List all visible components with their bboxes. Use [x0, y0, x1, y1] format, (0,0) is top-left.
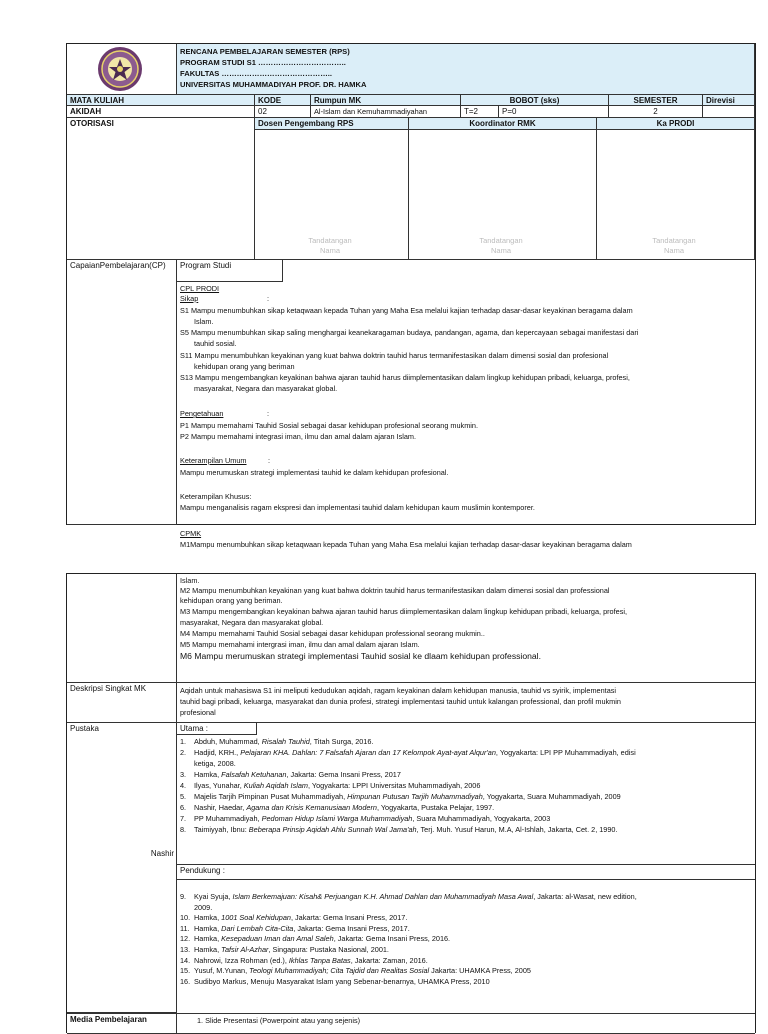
- col-rumpun: Rumpun MK: [311, 95, 461, 106]
- reference-publisher: , Jakarta: Zaman, 2016.: [350, 955, 428, 965]
- reference-number: 12.: [180, 934, 191, 944]
- reference-title: Teologi Muhammadiyah; Cita Tajdid dan Realitas Sosial: [249, 966, 430, 976]
- reference-number: 11.: [180, 923, 190, 933]
- reference-item: [180, 924, 410, 934]
- reference-author: Hamka,: [194, 934, 222, 944]
- reference-item: [180, 770, 401, 780]
- sikap-heading: Sikap: [180, 294, 199, 303]
- course-kode: 02: [255, 106, 311, 118]
- sign-label: Tandatangan: [652, 236, 696, 245]
- reference-author: 2009.: [194, 902, 213, 912]
- course-direvisi: [703, 106, 755, 118]
- reference-item: [180, 977, 490, 987]
- reference-author: Hamka,: [194, 913, 222, 923]
- reference-item: [180, 792, 621, 802]
- cpl-s13: S13 Mampu mengembangkan keyakinan bahwa ajaran tauhid harus diimplementasikan dalam lingkup kehidupan pribadi, keluarga, profesi,: [180, 373, 630, 382]
- reference-title: Pelajaran KHA. Dahlan: 7 Falsafah Ajaran dan 17 Kelompok Ayat-ayat Alqur'an: [240, 748, 496, 757]
- reference-title: Beberapa Prinsip Aqidah Ahlu Sunnah Wal Jama'ah: [248, 825, 417, 834]
- reference-item: [180, 945, 389, 955]
- col-bobot: BOBOT (sks): [461, 95, 609, 106]
- reference-item: [180, 814, 550, 824]
- signature-box-dosen: [255, 130, 409, 260]
- rps-page-2: [66, 573, 756, 1033]
- reference-title: Kesepaduan Iman dan Amal Saleh: [221, 934, 334, 944]
- course-rumpun: Al-Islam dan Kemuhammadiyahan: [311, 106, 461, 118]
- reference-number: 8.: [180, 825, 187, 834]
- reference-title: Agama dan Krisis Kemanusiaan Modern: [246, 803, 377, 812]
- cpmk-m5: M5 Mampu memahami intergrasi iman, ilmu dan amal dalam ajaran Islam.: [180, 640, 420, 649]
- reference-author: Hamka,: [194, 945, 222, 954]
- cpmk-m1: M1Mampu menumbuhkan sikap ketaqwaan kepada Tuhan yang Maha Esa melalui kajian terhadap dasar-dasar keyakinan beragama dalam: [180, 540, 632, 549]
- otorisasi-dosen: Dosen Pengembang RPS: [255, 118, 409, 130]
- reference-author: Hamka,: [194, 770, 222, 779]
- keterampilan-umum-heading: Keterampilan Umum: [180, 456, 247, 465]
- pustaka-utama-box: Utama :: [177, 723, 257, 735]
- reference-publisher: , Titah Surga, 2016.: [309, 737, 374, 746]
- reference-title: Dari Lembah Cita-Cita: [221, 923, 294, 933]
- reference-item: [180, 956, 428, 966]
- media-item-1: 1. Slide Presentasi (Powerpoint atau yang sejenis): [197, 1016, 361, 1025]
- cpl-p2: P2 Mampu memahami integrasi iman, ilmu dan amal dalam ajaran Islam.: [180, 432, 417, 441]
- cpmk-left-cell: [67, 574, 177, 683]
- signature-box-koordinator: [409, 130, 597, 260]
- reference-number: 4.: [180, 781, 187, 790]
- reference-author: ketiga, 2008.: [194, 759, 236, 768]
- reference-author: Yusuf, M.Yunan,: [194, 966, 250, 976]
- keterampilan-khusus-text: Mampu menganalisis ragam ekspresi dan implementasi tauhid dalam kehidupan kaum muslimin kontemporer.: [180, 503, 535, 512]
- reference-publisher: , Yogyakarta, Suara Muhammadiyah, 2009: [482, 792, 621, 801]
- header-line-1: RENCANA PEMBELAJARAN SEMESTER (RPS): [180, 47, 350, 56]
- logo-cell: [67, 44, 177, 95]
- rps-header-title: [177, 44, 755, 95]
- reference-number: 1.: [180, 737, 187, 746]
- reference-title: Pedoman Hidup Islami Warga Muhammadiyah: [261, 814, 413, 823]
- course-name: AKIDAH: [67, 106, 255, 118]
- signature-box-kaprodi: [597, 130, 755, 260]
- reference-publisher: , Suara Muhammadiyah, Yogyakarta, 2003: [412, 814, 551, 823]
- reference-author: Majelis Tarjih Pimpinan Pusat Muhammadiyah,: [194, 792, 348, 801]
- header-line-4: UNIVERSITAS MUHAMMADIYAH PROF. DR. HAMKA: [180, 80, 367, 89]
- reference-publisher: Jakarta: UHAMKA Press, 2005: [429, 966, 531, 976]
- course-p: P=0: [499, 106, 609, 118]
- reference-title: 1001 Soal Kehidupan: [221, 913, 291, 923]
- reference-number: 15.: [180, 966, 191, 976]
- reference-author: Nashir, Haedar,: [194, 803, 247, 812]
- reference-item: [180, 803, 494, 813]
- header-line-2: PROGRAM STUDI S1 ……………………………..: [180, 58, 346, 67]
- reference-author: Hamka,: [194, 923, 222, 933]
- name-label: Nama: [490, 246, 511, 255]
- reference-publisher: , Terj. Muh. Yusuf Harun, M.A, Al-Ishlah, Jakarta, Cet. 2, 1990.: [416, 825, 618, 834]
- reference-item: [180, 748, 636, 758]
- reference-title: Risalah Tauhid: [261, 737, 310, 746]
- reference-number: 3.: [180, 770, 187, 779]
- otorisasi-kaprodi: Ka PRODI: [597, 118, 755, 130]
- reference-publisher: , Jakarta: Gema Insani Press, 2017.: [293, 923, 410, 933]
- cpl-s5: S5 Mampu menumbuhkan sikap saling menghargai keanekaragaman budaya, pandangan, agama, dan kepercayaan sebagai manifestasi dari: [180, 328, 639, 337]
- media-label: Media Pembelajaran: [67, 1013, 177, 1034]
- reference-title: Kuliah Aqidah Islam: [243, 781, 308, 790]
- reference-number: 10.: [180, 913, 191, 923]
- cpmk-m6: M6 Mampu merumuskan strategi implementasi Tauhid sosial ke dlaam kehidupan professional.: [180, 651, 541, 661]
- col-semester: SEMESTER: [609, 95, 703, 106]
- deskripsi-content: Aqidah untuk mahasiswa S1 ini meliputi kedudukan aqidah, ragam keyakinan dalam kehidupan manusia, tauhid vs syirik, implementasi tauhid bagi pribadi, keluarga, masyarakat dan dunia profesi, strategi implementasi tauhid untuk kalangan professional, dan profil mukmin profesional: [177, 683, 755, 723]
- reference-author: Nahrowi, Izza Rohman (ed.),: [194, 955, 289, 965]
- course-semester: 2: [609, 106, 703, 118]
- program-studi-box: Program Studi: [177, 260, 283, 282]
- col-direvisi: Direvisi: [703, 95, 755, 106]
- pustaka-pendukung-box: Pendukung :: [177, 864, 755, 880]
- reference-title: Ikhlas Tanpa Batas: [288, 955, 351, 965]
- reference-item: [180, 903, 212, 913]
- reference-item: [180, 966, 531, 976]
- university-seal-logo: [97, 46, 143, 92]
- reference-title: Tafsir Al-Azhar: [221, 945, 269, 954]
- cpmk-continued: Islam. M2 Mampu menumbuhkan keyakinan yang kuat bahwa doktrin tauhid harus termanifestasikan dalam dimensi sosial dan professional kehidupan orang yang beriman. M3 Mampu mengembangkan keyakinan bahwa ajaran tauhid harus diimplementasikan dalam lingkup kehidupan pribadi, keluarga, profesi, masyarakat, Negara dan masyarakat global. M4 Mampu memahami Tauhid Sosial sebagai dasar kehidupan professional seorang mukmin.. M5 Mampu memahami intergrasi iman, ilmu dan amal dalam ajaran Islam. M6 Mampu merumuskan strategi implementasi Tauhid sosial ke dlaam kehidupan professional.: [177, 574, 755, 683]
- reference-author: Kyai Syuja,: [194, 892, 233, 901]
- reference-publisher: , Singapura: Pustaka Nasional, 2001.: [268, 945, 389, 954]
- cpl-prodi-heading: CPL PRODI: [180, 284, 220, 293]
- name-label: Nama: [319, 246, 340, 255]
- reference-author: Abduh, Muhammad,: [194, 737, 262, 746]
- otorisasi-koordinator: Koordinator RMK: [409, 118, 597, 130]
- reference-number: 16.: [180, 976, 191, 986]
- reference-item: [180, 934, 450, 944]
- reference-item: [180, 825, 618, 835]
- cpmk-m4: M4 Mampu memahami Tauhid Sosial sebagai dasar kehidupan professional seorang mukmin..: [180, 629, 485, 638]
- reference-author: Sudibyo Markus, Menuju Masyarakat Islam yang Sebenar-benarnya, UHAMKA Press, 2010: [194, 976, 490, 986]
- col-kode: KODE: [255, 95, 311, 106]
- pustaka-side-note: Nashir: [150, 849, 174, 858]
- sign-label: Tandatangan: [308, 236, 352, 245]
- capaian-label: CapaianPembelajaran(CP): [67, 260, 177, 525]
- rps-page-1: RENCANA PEMBELAJARAN SEMESTER (RPS) PROGRAM STUDI S1 …………………………….. FAKULTAS …………………………………….. UNIVERSITAS MUHAMMADIYAH PROF. DR. HAMKA MATA KULIAH KODE Rumpun MK BOBOT (sks) SEMESTER Direvisi AKIDAH 02 Al-Islam dan Kemuhammadiyahan T=2 P=0 2 OTORISASI Dosen Pengembang RPS Koordinator RMK Ka PRODI Tandatangan Nama Tandatangan Nama Tandatangan Nama CapaianPembelajaran(CP) Program Studi CPL PRODI Sikap : S1 Mampu menumbuhkan sikap ketaqwaan kepada Tuhan yang Maha Esa melalui kajian terhadap dasar-dasar keyakinan beragama dalam Islam. S5 Mampu menumbuhkan sikap saling menghargai keanekaragaman budaya, pandangan, agama, dan kepercayaan sebagai manifestasi dari tauhid sosial. S11 Mampu menumbuhkan keyakinan yang kuat bahwa doktrin tauhid harus termanifestasikan dalam dimensi sosial dan profesional kehidupan orang yang beriman S13 Mampu mengembangkan keyakinan bahwa ajaran tauhid harus diimplementasikan dalam lingkup kehidupan pribadi, keluarga, profesi, masyarakat, Negara dan masyarakat global. Pengetahuan : P1 Mampu memahami Tauhid Sosial sebagai dasar kehidupan profesional seorang mukmin. P2 Mampu memahami integrasi iman, ilmu dan amal dalam ajaran Islam. Keterampilan Umum : Mampu merumuskan strategi implementasi tauhid ke dalam kehidupan profesional. Keterampilan Khusus: Mampu menganalisis ragam ekspresi dan implementasi tauhid dalam kehidupan kaum muslimin kontemporer. CPMK M1Mampu menumbuhkan sikap ketaqwaan kepada Tuhan yang Maha Esa melalui kajian terhadap dasar-dasar keyakinan beragama dalam: [66, 43, 756, 525]
- reference-author: Taimiyyah, Ibnu:: [194, 825, 249, 834]
- reference-item: [180, 913, 407, 923]
- reference-publisher: , Jakarta: Gema Insani Press, 2017.: [290, 913, 408, 923]
- reference-item: [180, 759, 236, 769]
- reference-number: 9.: [180, 892, 187, 901]
- header-line-3: FAKULTAS ……………………………………..: [180, 69, 333, 78]
- keterampilan-umum-text: Mampu merumuskan strategi implementasi tauhid ke dalam kehidupan profesional.: [180, 468, 449, 477]
- cpmk-m2: M2 Mampu menumbuhkan keyakinan yang kuat bahwa doktrin tauhid harus termanifestasikan dalam dimensi sosial dan professional: [180, 586, 610, 595]
- reference-title: Himpunan Putusan Tarjih Muhammadiyah: [347, 792, 483, 801]
- col-mata-kuliah: MATA KULIAH: [67, 95, 255, 106]
- deskripsi-label: Deskripsi Singkat MK: [67, 683, 177, 723]
- reference-author: Ilyas, Yunahar,: [194, 781, 244, 790]
- reference-title: Islam Berkemajuan: Kisah& Perjuangan K.H. Ahmad Dahlan dan Muhammadiyah Masa Awal: [232, 892, 534, 901]
- sign-label: Tandatangan: [479, 236, 523, 245]
- reference-author: Hadjid, KRH.,: [194, 748, 241, 757]
- reference-number: 13.: [180, 945, 191, 954]
- reference-number: 2.: [180, 748, 187, 757]
- reference-publisher: , Yogyakarta: LPPI Universitas Muhammadiyah, 2006: [308, 781, 481, 790]
- reference-number: 5.: [180, 792, 187, 801]
- reference-publisher: , Yogyakarta: LPI PP Muhammadiyah, edisi: [495, 748, 636, 757]
- name-label: Nama: [663, 246, 684, 255]
- reference-publisher: , Jakarta: Gema Insani Press, 2017: [286, 770, 401, 779]
- reference-title: Falsafah Ketuhanan: [221, 770, 287, 779]
- cpmk-heading: CPMK: [180, 529, 202, 538]
- pengetahuan-heading: Pengetahuan: [180, 409, 224, 418]
- cpmk-m3: M3 Mampu mengembangkan keyakinan bahwa ajaran tauhid harus diimplementasikan dalam lingkup kehidupan pribadi, keluarga, profesi,: [180, 607, 627, 616]
- pustaka-label: Pustaka Nashir: [67, 723, 177, 1013]
- reference-publisher: , Jakarta: al-Wasat, new edition,: [533, 892, 637, 901]
- cpl-s1: S1 Mampu menumbuhkan sikap ketaqwaan kepada Tuhan yang Maha Esa melalui kajian terhadap dasar-dasar keyakinan beragama dalam: [180, 306, 633, 315]
- reference-number: 6.: [180, 803, 187, 812]
- reference-author: PP Muhammadiyah,: [194, 814, 262, 823]
- reference-item: [180, 892, 637, 902]
- reference-number: 14.: [180, 955, 191, 965]
- reference-item: [180, 737, 373, 747]
- cpl-s11: S11 Mampu menumbuhkan keyakinan yang kuat bahwa doktrin tauhid harus termanifestasikan dalam dimensi sosial dan profesional: [180, 351, 609, 360]
- cpl-p1: P1 Mampu memahami Tauhid Sosial sebagai dasar kehidupan profesional seorang mukmin.: [180, 421, 478, 430]
- reference-item: [180, 781, 480, 791]
- reference-publisher: , Jakarta: Gema Insani Press, 2016.: [333, 934, 451, 944]
- otorisasi-label: OTORISASI: [67, 118, 255, 260]
- reference-publisher: , Yogyakarta, Pustaka Pelajar, 1997.: [376, 803, 495, 812]
- reference-number: 7.: [180, 814, 187, 823]
- keterampilan-khusus-heading: Keterampilan Khusus:: [180, 492, 252, 501]
- course-t: T=2: [461, 106, 499, 118]
